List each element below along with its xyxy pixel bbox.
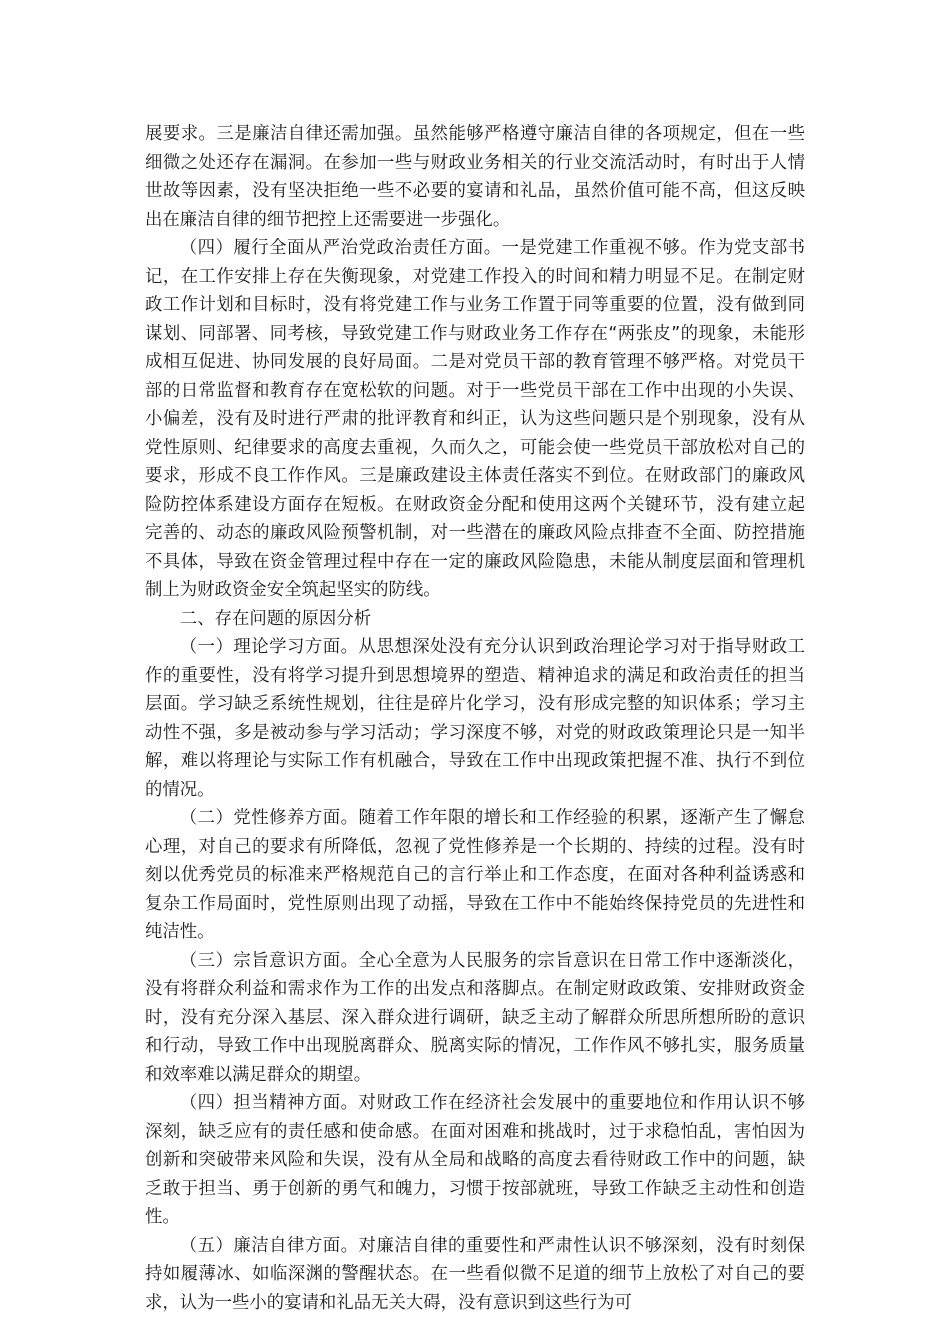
paragraph-party-governance: （四）履行全面从严治党政治责任方面。一是党建工作重视不够。作为党支部书记，在工作安排上存在失衡现象，对党建工作投入的时间和精力明显不足。在制定财政工作计划和目标时，没有将党建工作与业务工作置于同等重要的位置，没有做到同谋划、同部署、同考核，导致党建工作与财政业务工作存在“两张皮”的现象，未能形成相互促进、协同发展的良好局面。二是对党员干部的教育管理不够严格。对党员干部的日常监督和教育存在宽松软的问题。对于一些党员干部在工作中出现的小失误、小偏差，没有及时进行严肃的批评教育和纠正，认为这些问题只是个别现象，没有从党性原则、纪律要求的高度去重视，久而久之，可能会使一些党员干部放松对自己的要求，形成不良工作作风。三是廉政建设主体责任落实不到位。在财政部门的廉政风险防控体系建设方面存在短板。在财政资金分配和使用这两个关键环节，没有建立起完善的、动态的廉政风险预警机制，对一些潜在的廉政风险点排查不全面、防控措施不具体，导致在资金管理过程中存在一定的廉政风险隐患，未能从制度层面和管理机制上为财政资金安全筑起坚实的防线。 [145,238,805,600]
paragraph-self-discipline-continued: 展要求。三是廉洁自律还需加强。虽然能够严格遵守廉洁自律的各项规定，但在一些细微之处还存在漏洞。在参加一些与财政业务相关的行业交流活动时，有时出于人情世故等因素，没有坚决拒绝一些不必要的宴请和礼品，虽然价值可能不高，但这反映出在廉洁自律的细节把控上还需要进一步强化。 [145,124,805,230]
paragraph-theory-study: （一）理论学习方面。从思想深处没有充分认识到政治理论学习对于指导财政工作的重要性，没有将学习提升到思想境界的塑造、精神追求的满足和政治责任的担当层面。学习缺乏系统性规划，往往是碎片化学习，没有形成完整的知识体系；学习主动性不强，多是被动参与学习活动；学习深度不够，对党的财政政策理论只是一知半解，难以将理论与实际工作有机融合，导致在工作中出现政策把握不准、执行不到位的情况。 [145,637,805,800]
paragraph-purpose-awareness: （三）宗旨意识方面。全心全意为人民服务的宗旨意识在日常工作中逐渐淡化，没有将群众利益和需求作为工作的出发点和落脚点。在制定财政政策、安排财政资金时，没有充分深入基层、深入群众进行调研，缺乏主动了解群众所思所想所盼的意识和行动，导致工作中出现脱离群众、脱离实际的情况，工作作风不够扎实，服务质量和效率难以满足群众的期望。 [145,950,805,1085]
paragraph-party-spirit: （二）党性修养方面。随着工作年限的增长和工作经验的积累，逐渐产生了懈怠心理，对自己的要求有所降低，忽视了党性修养是一个长期的、持续的过程。没有时刻以优秀党员的标准来严格规范自己的言行举止和工作态度，在面对各种利益诱惑和复杂工作局面时，党性原则出现了动摇，导致在工作中不能始终保持党员的先进性和纯洁性。 [145,808,805,942]
section-heading-cause-analysis: 二、存在问题的原因分析 [179,608,372,629]
paragraph-responsibility: （四）担当精神方面。对财政工作在经济社会发展中的重要地位和作用认识不够深刻，缺乏应有的责任感和使命感。在面对困难和挑战时，过于求稳怕乱，害怕因为创新和突破带来风险和失误，没有从全局和战略的高度去看待财政工作中的问题，缺乏敢于担当、勇于创新的勇气和魄力，习惯于按部就班，导致工作缺乏主动性和创造性。 [145,1093,805,1227]
paragraph-integrity: （五）廉洁自律方面。对廉洁自律的重要性和严肃性认识不够深刻，没有时刻保持如履薄冰、如临深渊的警醒状态。在一些看似微不足道的细节上放松了对自己的要求，认为一些小的宴请和礼品无关大碍，没有意识到这些行为可 [145,1235,805,1313]
document-page [145,120,805,1317]
